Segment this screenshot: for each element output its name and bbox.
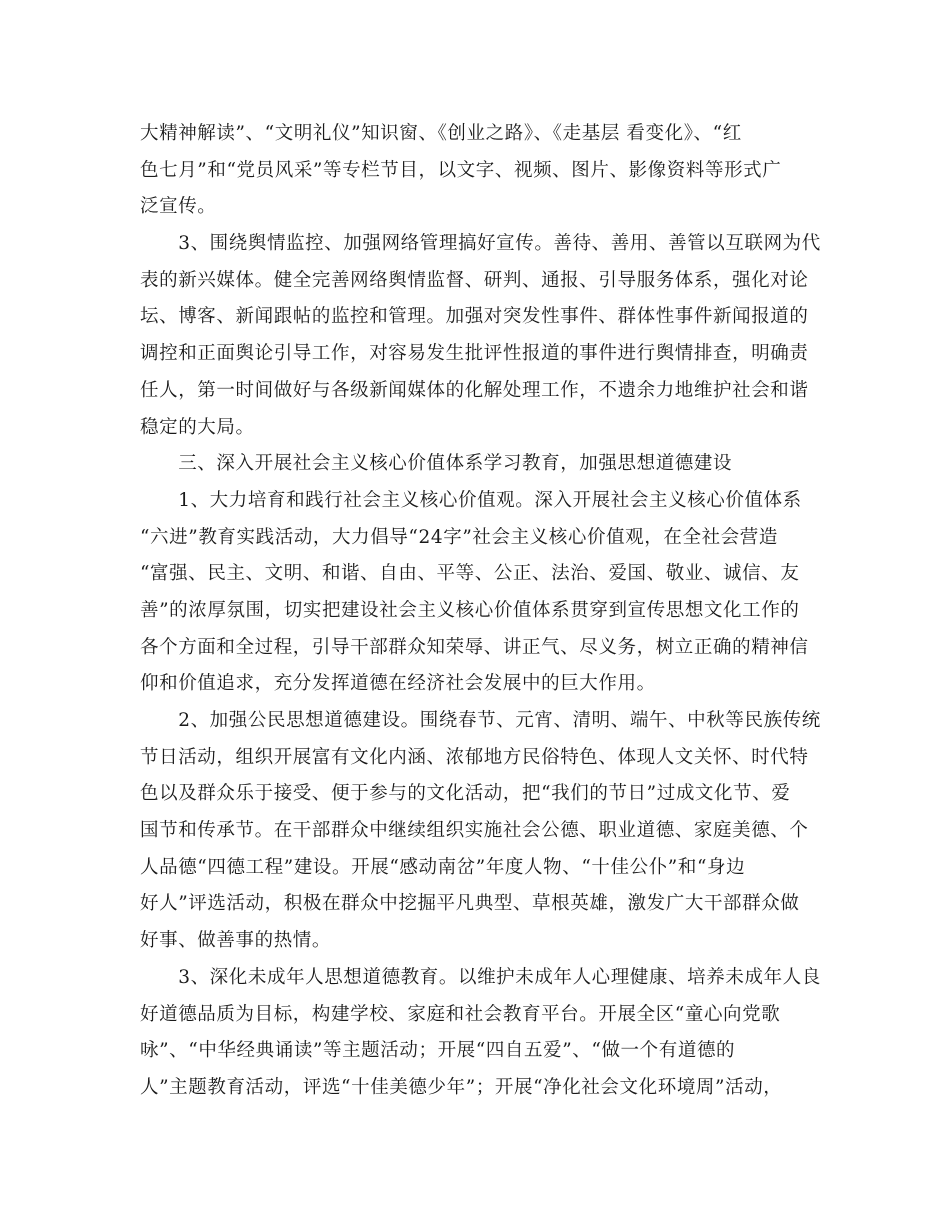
text-line: 泛宣传。 bbox=[140, 196, 217, 218]
text-line: 好事、做善事的热情。 bbox=[140, 930, 332, 952]
text-line: “富强、民主、文明、和谐、自由、平等、公正、法治、爱国、敬业、诚信、友 bbox=[140, 563, 800, 585]
text-line: 大精神解读”、“文明礼仪”知识窗、《创业之路》、《走基层 看变化》、“红 bbox=[140, 123, 742, 144]
text-line: 国节和传承节。在干部群众中继续组织实施社会公德、职业道德、家庭美德、个 bbox=[140, 820, 809, 842]
text-line: 3、围绕舆情监控、加强网络管理搞好宣传。善待、善用、善管以互联网为代 bbox=[140, 233, 821, 255]
text-line: 2、加强公民思想道德建设。围绕春节、元宵、清明、端午、中秋等民族传统 bbox=[140, 710, 821, 731]
text-line: 好人”评选活动，积极在群众中挖掘平凡典型、草根英雄，激发广大干部群众做 bbox=[140, 893, 800, 915]
text-line: 任人，第一时间做好与各级新闻媒体的化解处理工作，不遗余力地维护社会和谐 bbox=[140, 379, 809, 401]
text-line: 人”主题教育活动，评选“十佳美德少年”；开展“净化社会文化环境周”活动， bbox=[140, 1076, 783, 1098]
text-line: 3、深化未成年人思想道德教育。以维护未成年人心理健康、培养未成年人良 bbox=[140, 966, 821, 988]
text-line: 咏”、“中华经典诵读”等主题活动；开展“四自五爱”、“做一个有道德的 bbox=[140, 1040, 736, 1062]
text-line: 节日活动，组织开展富有文化内涵、浓郁地方民俗特色、体现人文关怀、时代特 bbox=[140, 746, 809, 768]
text-line: “六进”教育实践活动，大力倡导“24字”社会主义核心价值观，在全社会营造 bbox=[140, 526, 778, 548]
text-line: 1、大力培育和践行社会主义核心价值观。深入开展社会主义核心价值体系 bbox=[140, 489, 802, 511]
text-line: 仰和价值追求，充分发挥道德在经济社会发展中的巨大作用。 bbox=[140, 673, 656, 695]
text-line: 人品德“四德工程”建设。开展“感动南岔”年度人物、“十佳公仆”和“身边 bbox=[140, 856, 746, 878]
text-line: 表的新兴媒体。健全完善网络舆情监督、研判、通报、引导服务体系，强化对论 bbox=[140, 269, 809, 291]
text-line: 善”的浓厚氛围，切实把建设社会主义核心价值体系贯穿到宣传思想文化工作的 bbox=[140, 599, 800, 621]
text-line: 各个方面和全过程，引导干部群众知荣辱、讲正气、尽义务，树立正确的精神信 bbox=[140, 636, 809, 658]
section-heading: 三、深入开展社会主义核心价值体系学习教育，加强思想道德建设 bbox=[140, 453, 733, 475]
text-line: 色以及群众乐于接受、便于参与的文化活动，把“我们的节日”过成文化节、爱 bbox=[140, 783, 791, 805]
document-body bbox=[140, 116, 821, 1107]
text-line: 色七月”和“党员风采”等专栏节目，以文字、视频、图片、影像资料等形式广 bbox=[140, 159, 782, 181]
text-line: 好道德品质为目标，构建学校、家庭和社会教育平台。开展全区“童心向党歌 bbox=[140, 1003, 781, 1025]
text-line: 调控和正面舆论引导工作，对容易发生批评性报道的事件进行舆情排查，明确责 bbox=[140, 343, 809, 365]
text-line: 稳定的大局。 bbox=[140, 416, 255, 438]
text-line: 坛、博客、新闻跟帖的监控和管理。加强对突发性事件、群体性事件新闻报道的 bbox=[140, 306, 809, 328]
